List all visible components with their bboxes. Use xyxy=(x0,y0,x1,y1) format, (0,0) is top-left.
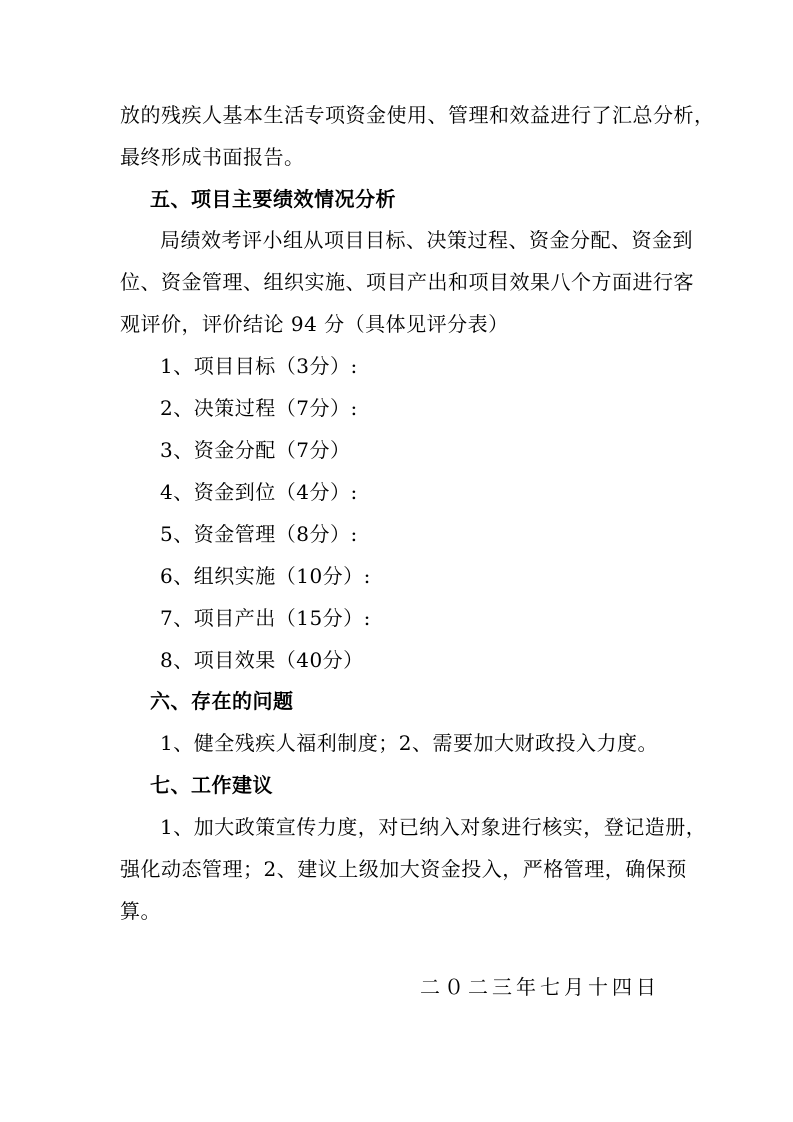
section-7-line-2: 强化动态管理；2、建议上级加大资金投入，严格管理，确保预 xyxy=(120,857,687,881)
score-item: 5、资金管理（8分）: xyxy=(160,522,358,546)
section-5-para-line-1: 局绩效考评小组从项目目标、决策过程、资金分配、资金到 xyxy=(160,228,693,252)
section-5-para-line-2: 位、资金管理、组织实施、项目产出和项目效果八个方面进行客 xyxy=(120,270,694,294)
score-item: 4、资金到位（4分）: xyxy=(160,480,358,504)
section-7-line-3: 算。 xyxy=(120,899,161,923)
section-7-line-1: 1、加大政策宣传力度，对已纳入对象进行核实，登记造册， xyxy=(160,815,707,839)
score-item: 2、决策过程（7分）: xyxy=(160,396,358,420)
section-5-heading: 五、项目主要绩效情况分析 xyxy=(150,187,396,211)
score-item: 7、项目产出（15分）: xyxy=(160,606,371,630)
score-item: 8、项目效果（40分） xyxy=(160,648,364,672)
section-6-heading: 六、存在的问题 xyxy=(150,689,294,713)
section-5-para-line-3: 观评价，评价结论 94 分（具体见评分表） xyxy=(120,312,509,336)
section-7-heading: 七、工作建议 xyxy=(150,773,273,797)
score-item: 6、组织实施（10分）: xyxy=(160,564,371,588)
document-date: 二０二三年七月十四日 xyxy=(420,975,660,999)
intro-line-1: 放的残疾人基本生活专项资金使用、管理和效益进行了汇总分析， xyxy=(120,103,715,127)
intro-line-2: 最终形成书面报告。 xyxy=(120,145,305,169)
score-item: 1、项目目标（3分）: xyxy=(160,354,358,378)
score-item: 3、资金分配（7分） xyxy=(160,438,351,462)
section-6-text: 1、健全残疾人福利制度；2、需要加大财政投入力度。 xyxy=(160,731,658,755)
